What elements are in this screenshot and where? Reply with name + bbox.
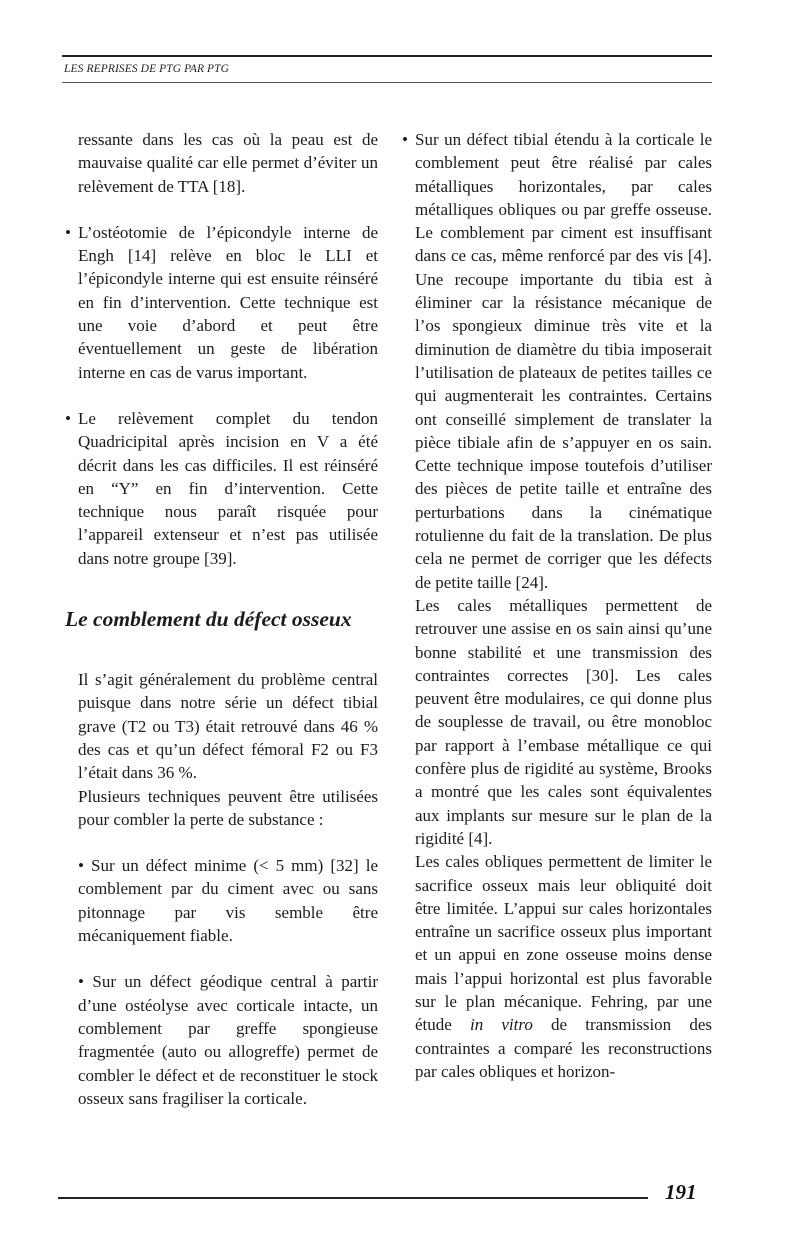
paragraph-cales-obliques bbox=[415, 850, 712, 1083]
paragraph-cales-metalliques: Les cales métalliques permettent de retrouver une assise en os sain ainsi qu’une bonne stabilité et une transmission des contraintes correctes [30]. Les cales peuvent être modulaires, ce qui donne plus de souplesse de travail, ou être monobloc par rapport à l’embase métallique ce qui confère plus de rigidité au système, Brooks a montré que les cales sont équivalentes aux implants sur mesure sur le plan de la rigidité [4]. bbox=[415, 595, 712, 848]
technique-bullet-geodique bbox=[78, 970, 378, 1110]
bullet-text: Sur un défect tibial étendu à la corticale le comblement peut être réalisé par cales métalliques horizontales, par cales métalliques obliques ou par greffe osseuse. Le comblement par ciment est insuffisant dans ce cas, même renforcé par des vis [4]. Une recoupe importante du tibia est à éliminer car la résistance mécanique de l’os spongieux diminue très vite et la diminution de diamètre du tibia imposerait l’utilisation de plateaux de petites tailles ce qui augmenterait les contraintes. Certains ont conseillé simplement de translater la pièce tibiale afin de s’appuyer en os sain. Cette technique impose toutefois d’utiliser des pièces de petite taille et entraîne des perturbations dans la cinématique rotulienne du fait de la translation. De plus cela ne permet de corriger que les défects de petite taille [24]. bbox=[415, 130, 712, 592]
header-rule-bottom bbox=[62, 82, 712, 83]
footer-rule bbox=[58, 1197, 648, 1199]
section-paragraph: Plusieurs techniques peuvent être utilisées pour combler la perte de substance : bbox=[78, 786, 378, 829]
header-rule-top bbox=[62, 55, 712, 57]
bullet-text: Le relèvement complet du tendon Quadricipital après incision en V a été décrit dans les cas difficiles. Il est réinséré en “Y” en fin d’intervention. Cette technique nous paraît risquée pour l’appareil extenseur et n’est pas utilisée dans notre groupe [39]. bbox=[78, 408, 378, 568]
page-number: 191 bbox=[665, 1180, 697, 1204]
bullet-icon: • bbox=[65, 408, 71, 428]
bullet-text: Sur un défect minime (< 5 mm) [32] le comblement par du ciment avec ou sans pitonnage par vis semble être mécaniquement fiable. bbox=[78, 856, 378, 946]
section-heading: Le comblement du défect osseux bbox=[65, 607, 352, 632]
bullet-text: L’ostéotomie de l’épicondyle interne de Engh [14] relève en bloc le LLI et l’épicondyle interne qui est ensuite réinséré en fin d’intervention. Cette technique est une voie d’abord et peut être éventuellement un geste de libération interne en cas de varus important. bbox=[78, 222, 378, 382]
left-column bbox=[65, 128, 379, 1110]
bullet-icon: • bbox=[65, 222, 71, 242]
section-paragraph: Il s’agit généralement du problème central puisque dans notre série un défect tibial grave (T2 ou T3) était retrouvé dans 46 % des cas et qu’un défect fémoral F2 ou F3 l’était dans 36 %. bbox=[78, 670, 378, 783]
bullet-osteotomie bbox=[65, 221, 378, 384]
text-segment: de transmission des contraintes a comparé les reconstructions par cales obliques et horizon- bbox=[415, 1015, 712, 1081]
bullet-icon: • bbox=[78, 972, 84, 992]
intro-continuation: ressante dans les cas où la peau est de mauvaise qualité car elle permet d’éviter un relèvement de TTA [18]. bbox=[78, 130, 378, 196]
bullet-icon: • bbox=[402, 130, 408, 149]
italic-term: in vitro bbox=[469, 1015, 533, 1035]
bullet-icon: • bbox=[78, 856, 84, 876]
text-segment: Les cales obliques permettent de limiter le sacrifice osseux mais leur obliquité doit être limitée. L’appui sur cales horizontales entraîne un sacrifice osseux plus important et un appui en zone osseuse moins dense mais l’appui horizontal est plus favorable sur le plan mécanique. Fehring, par une étude bbox=[415, 852, 712, 1035]
bullet-defect-tibial bbox=[402, 128, 712, 594]
technique-bullet-minime bbox=[78, 854, 378, 947]
bullet-text: Sur un défect géodique central à partir d’une ostéolyse avec corticale intacte, un comblement par greffe spongieuse fragmentée (auto ou allogreffe) permet de combler le défect et de reconstituer le stock osseux sans fragiliser la corticale. bbox=[78, 972, 379, 1108]
bullet-relevement bbox=[65, 407, 378, 570]
right-column bbox=[402, 128, 712, 1083]
running-head: LES REPRISES DE PTG PAR PTG bbox=[64, 63, 230, 75]
